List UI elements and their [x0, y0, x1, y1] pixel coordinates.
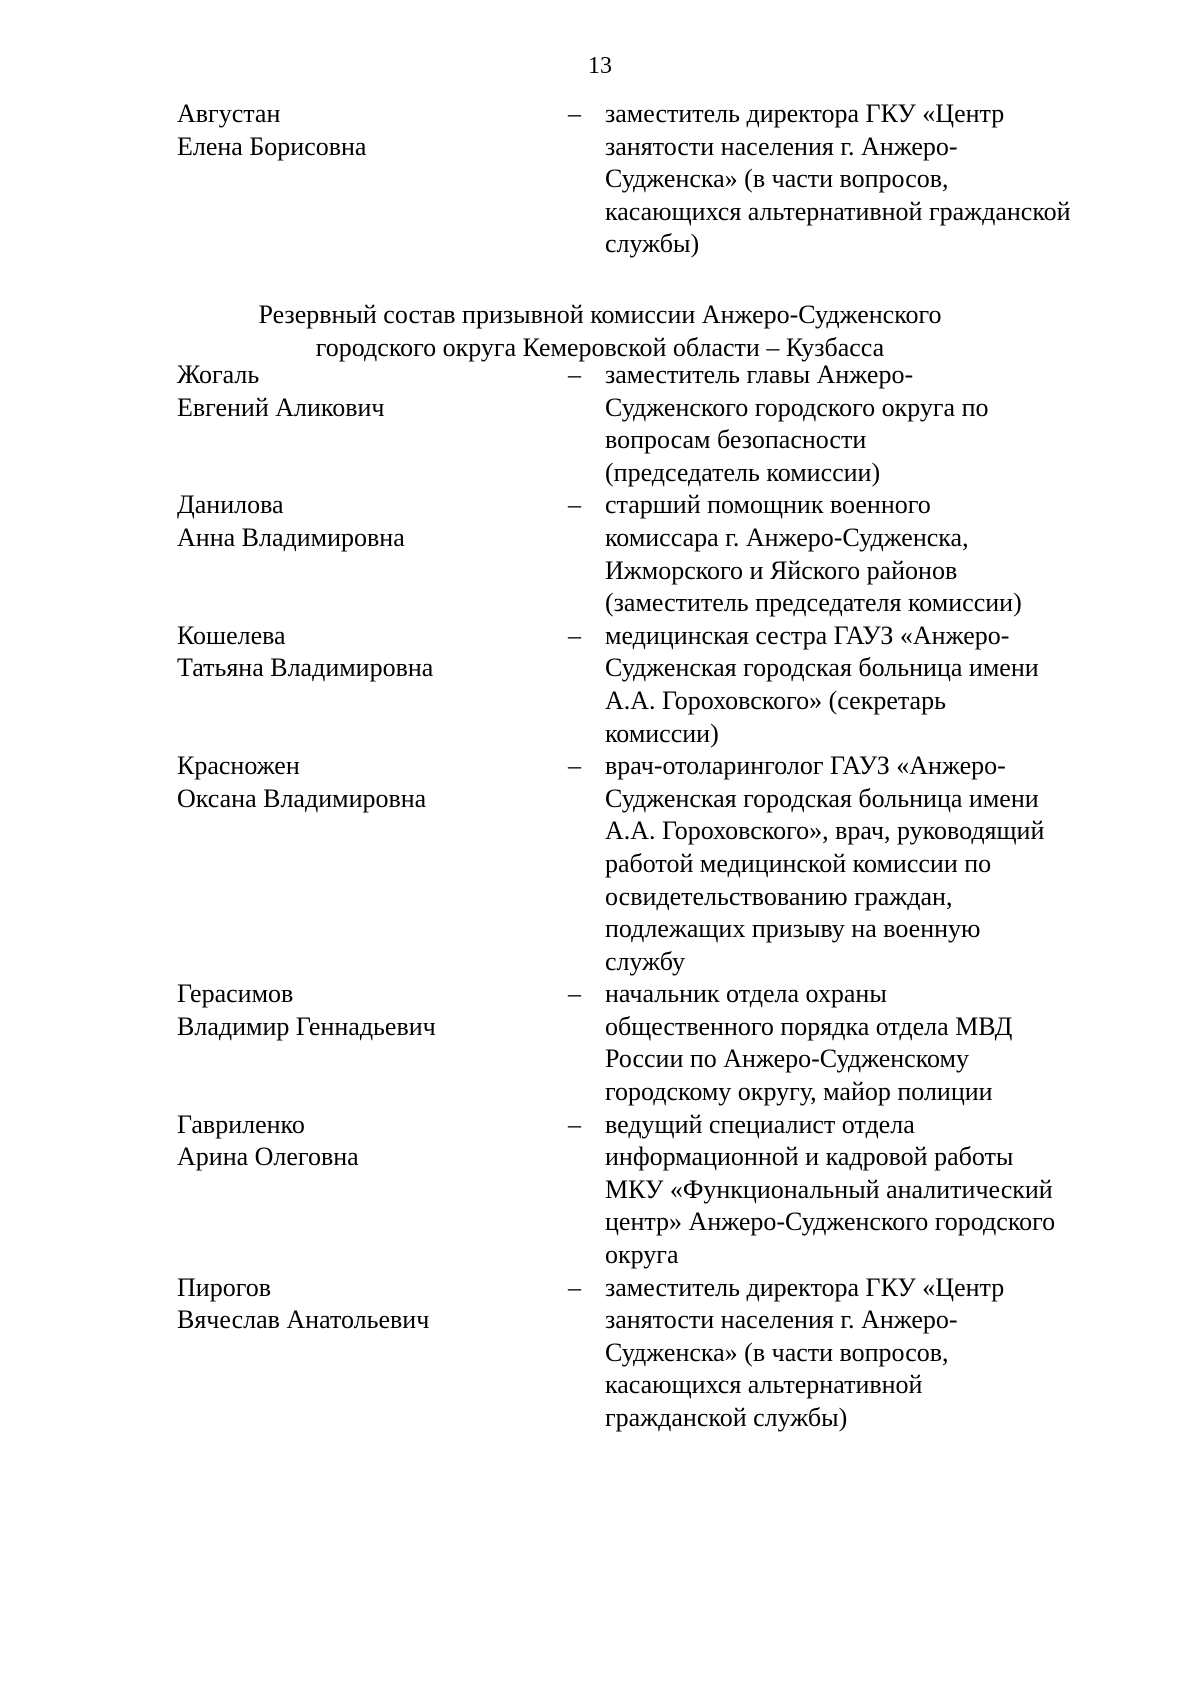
role-line: Судженска» (в части вопросов, — [605, 164, 949, 194]
member-given-names: Вячеслав Анатольевич — [177, 1305, 430, 1335]
role-line: комиссии) — [605, 718, 719, 748]
role-line: А.А. Гороховского», врач, руководящий — [605, 816, 1045, 846]
member-entry — [0, 359, 1200, 489]
role-line: подлежащих призыву на военную — [605, 914, 981, 944]
member-name — [177, 750, 557, 815]
role-line: центр» Анжеро-Судженского городского — [605, 1207, 1056, 1237]
member-surname: Августан — [177, 99, 281, 128]
role-line: службы) — [605, 229, 700, 259]
member-name — [177, 1109, 557, 1174]
reserve-member-list — [0, 359, 1200, 1435]
page-number: 13 — [588, 53, 612, 79]
dash-separator: – — [568, 1272, 581, 1302]
member-name — [177, 1272, 557, 1337]
member-entry — [0, 1109, 1200, 1272]
member-entry — [0, 750, 1200, 978]
member-role — [605, 620, 1125, 750]
member-surname: Жогаль — [177, 360, 260, 389]
member-role — [605, 1272, 1125, 1435]
role-line: А.А. Гороховского» (секретарь — [605, 685, 946, 715]
member-name — [177, 978, 557, 1043]
member-role — [605, 1109, 1125, 1272]
role-line: работой медицинской комиссии по — [605, 848, 992, 878]
dash-separator: – — [568, 751, 581, 781]
member-given-names: Арина Олеговна — [177, 1142, 359, 1172]
member-name — [177, 98, 557, 163]
role-line: России по Анжеро-Судженскому — [605, 1044, 969, 1074]
member-given-names: Анна Владимировна — [177, 522, 405, 552]
member-given-names: Татьяна Владимировна — [177, 653, 434, 683]
role-line: медицинская сестра ГАУЗ «Анжеро- — [605, 620, 1010, 650]
role-line: общественного порядка отдела МВД — [605, 1011, 1013, 1041]
role-line: Ижморского и Яйского районов — [605, 555, 958, 585]
dash-separator: – — [568, 979, 581, 1009]
member-role — [605, 98, 1125, 261]
reserve-section-heading — [0, 299, 1200, 364]
heading-line: городского округа Кемеровской области – Кузбасса — [315, 332, 885, 362]
member-given-names: Елена Борисовна — [177, 131, 367, 161]
member-entry — [0, 620, 1200, 750]
member-entry — [0, 98, 1200, 261]
role-line: гражданской службы) — [605, 1403, 848, 1432]
role-line: службу — [605, 946, 686, 976]
member-name — [177, 620, 557, 685]
member-given-names: Оксана Владимировна — [177, 783, 427, 813]
role-line: Судженского городского округа по — [605, 392, 989, 422]
role-line: касающихся альтернативной гражданской — [605, 196, 1071, 226]
member-role — [605, 978, 1125, 1108]
member-given-names: Евгений Аликович — [177, 392, 385, 422]
role-line: Судженская городская больница имени — [605, 783, 1039, 813]
member-surname: Пирогов — [177, 1272, 271, 1302]
role-line: старший помощник военного — [605, 490, 931, 520]
role-line: ведущий специалист отдела — [605, 1109, 915, 1139]
member-entry — [0, 978, 1200, 1108]
member-surname: Красножен — [177, 751, 300, 781]
member-entry — [0, 489, 1200, 619]
role-line: информационной и кадровой работы — [605, 1142, 1014, 1172]
heading-line: Резервный состав призывной комиссии Анжеро-Судженского — [258, 300, 942, 329]
role-line: занятости населения г. Анжеро- — [605, 131, 958, 161]
role-line: Судженская городская больница имени — [605, 653, 1039, 683]
role-line: врач-отоларинголог ГАУЗ «Анжеро- — [605, 751, 1006, 781]
role-line: заместитель директора ГКУ «Центр — [605, 1272, 1005, 1302]
member-surname: Данилова — [177, 490, 284, 520]
member-given-names: Владимир Геннадьевич — [177, 1011, 436, 1041]
role-line: городскому округу, майор полиции — [605, 1077, 993, 1107]
dash-separator: – — [568, 620, 581, 650]
role-line: округа — [605, 1240, 679, 1270]
member-surname: Кошелева — [177, 620, 286, 650]
role-line: (председатель комиссии) — [605, 457, 881, 487]
role-line: Судженска» (в части вопросов, — [605, 1337, 949, 1367]
top-member-list — [0, 98, 1200, 261]
role-line: вопросам безопасности — [605, 425, 867, 455]
dash-separator: – — [568, 1109, 581, 1139]
member-name — [177, 359, 557, 424]
role-line: заместитель главы Анжеро- — [605, 360, 914, 389]
role-line: освидетельствованию граждан, — [605, 881, 953, 911]
member-entry — [0, 1272, 1200, 1435]
member-surname: Гавриленко — [177, 1109, 305, 1139]
role-line: касающихся альтернативной — [605, 1370, 923, 1400]
role-line: комиссара г. Анжеро-Судженска, — [605, 522, 969, 552]
role-line: занятости населения г. Анжеро- — [605, 1305, 958, 1335]
role-line: (заместитель председателя комиссии) — [605, 588, 1022, 618]
role-line: МКУ «Функциональный аналитический — [605, 1174, 1053, 1204]
member-role — [605, 489, 1125, 619]
role-line: заместитель директора ГКУ «Центр — [605, 99, 1005, 128]
member-role — [605, 359, 1125, 489]
dash-separator: – — [568, 490, 581, 520]
member-role — [605, 750, 1125, 978]
dash-separator: – — [568, 360, 581, 389]
member-name — [177, 489, 557, 554]
member-surname: Герасимов — [177, 979, 294, 1009]
dash-separator: – — [568, 99, 581, 128]
role-line: начальник отдела охраны — [605, 979, 887, 1009]
